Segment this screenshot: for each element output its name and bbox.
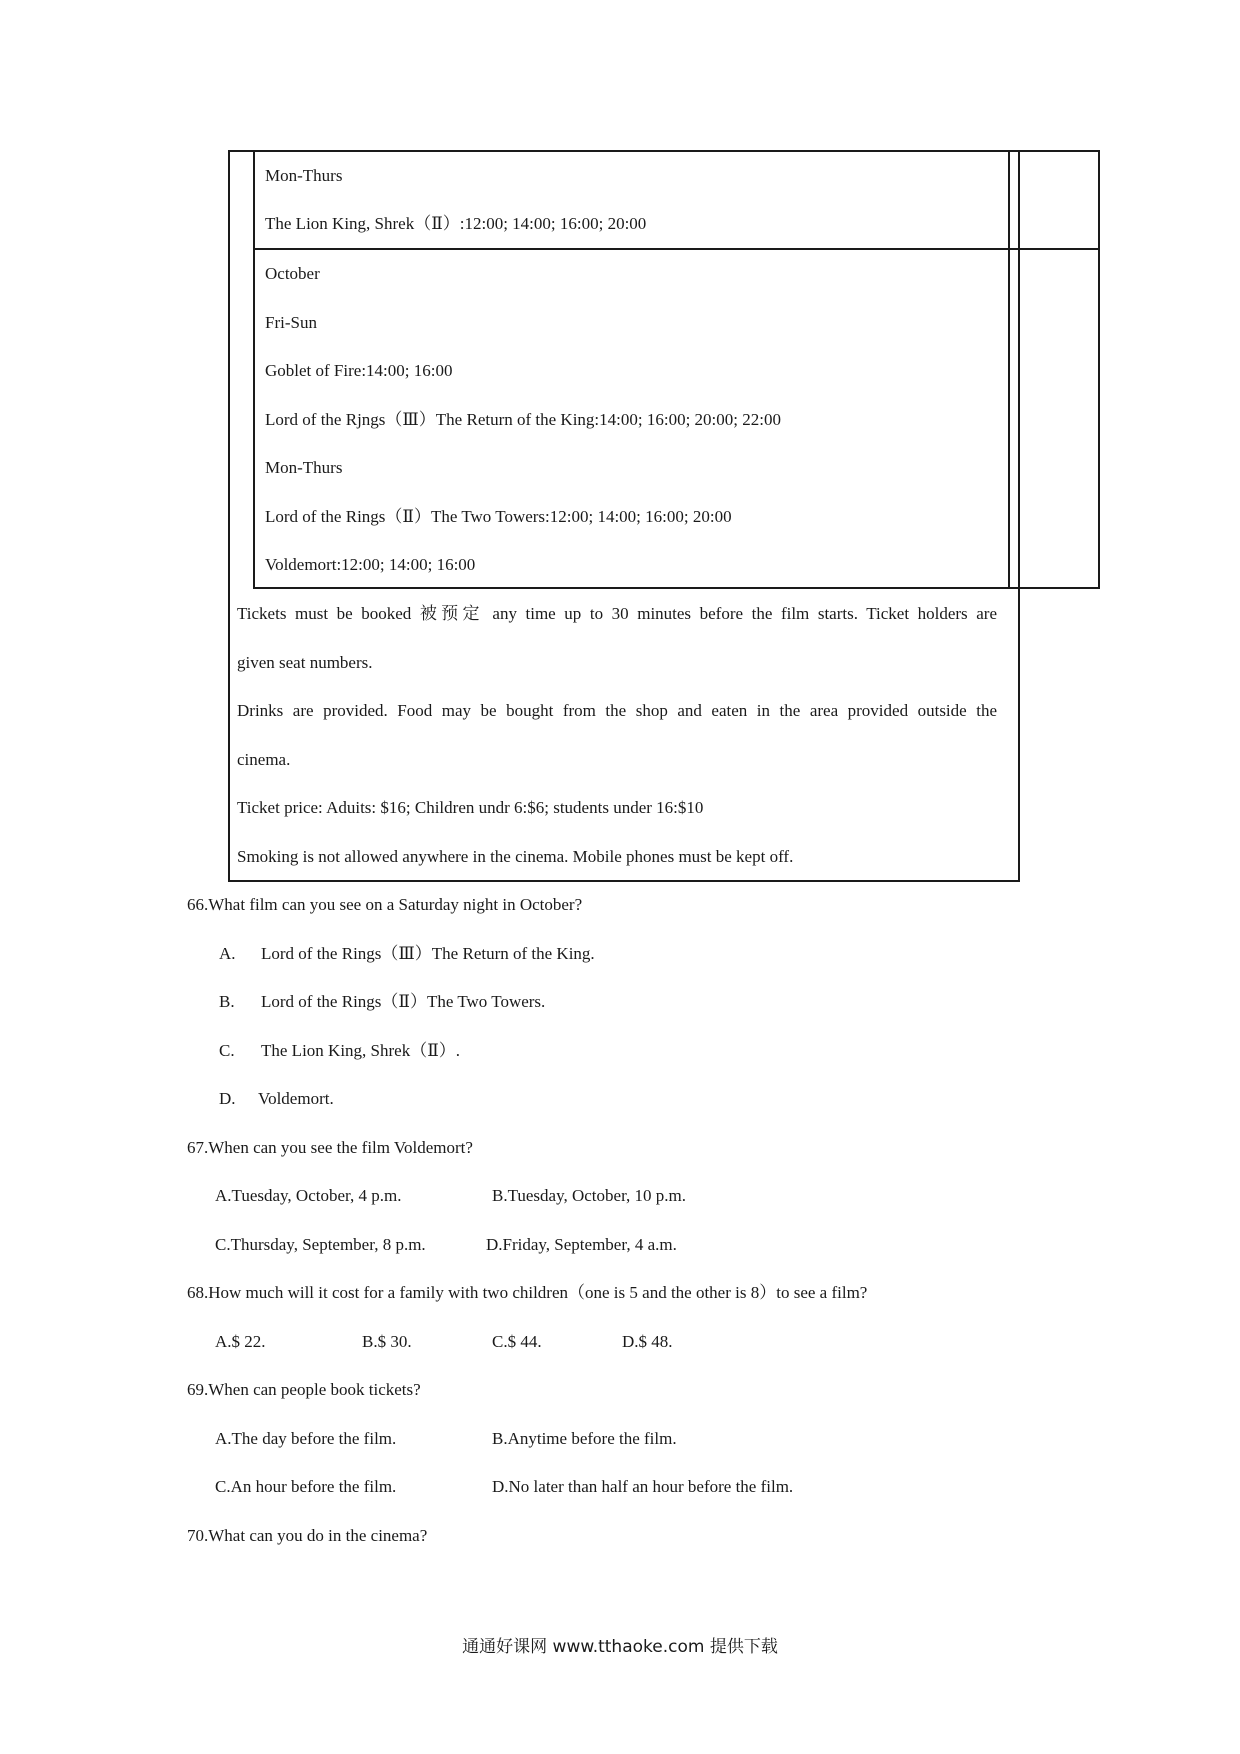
drinks-note-line2: cinema. — [237, 750, 291, 769]
block1-days: Mon-Thurs — [265, 166, 343, 185]
question-70-stem: 70.What can you do in the cinema? — [187, 1526, 428, 1545]
block2-month: October — [265, 264, 320, 283]
block2-days-weekday: Mon-Thurs — [265, 458, 343, 477]
booking-note-line1: Tickets must be booked 被预定 any time up to 30 minutes before the film starts. Ticket holders are — [237, 604, 997, 623]
question-66-option-a-text: Lord of the Rings（Ⅲ）The Return of the King. — [261, 944, 595, 963]
question-67-option-c: C.Thursday, September, 8 p.m. — [215, 1235, 426, 1254]
block2-goblet-showtimes: Goblet of Fire:14:00; 16:00 — [265, 361, 453, 380]
question-68-option-d: D.$ 48. — [622, 1332, 673, 1351]
schedule-row-divider — [253, 248, 1100, 250]
question-66-stem: 66.What film can you see on a Saturday night in October? — [187, 895, 583, 914]
block2-days-weekend: Fri-Sun — [265, 313, 317, 332]
question-66-option-c-text: The Lion King, Shrek（Ⅱ）. — [261, 1041, 461, 1060]
question-66-option-b-text: Lord of the Rings（Ⅱ）The Two Towers. — [261, 992, 546, 1011]
question-67-option-a: A.Tuesday, October, 4 p.m. — [215, 1186, 402, 1205]
drinks-note-line1: Drinks are provided. Food may be bought from the shop and eaten in the area provided outside the — [237, 701, 997, 720]
booking-note-line2: given seat numbers. — [237, 653, 373, 672]
question-68-option-a: A.$ 22. — [215, 1332, 266, 1351]
question-68-option-b: B.$ 30. — [362, 1332, 412, 1351]
question-69-option-d: D.No later than half an hour before the film. — [492, 1477, 794, 1496]
question-67-stem: 67.When can you see the film Voldemort? — [187, 1138, 473, 1157]
block1-showtimes: The Lion King, Shrek（Ⅱ）:12:00; 14:00; 16:00; 20:00 — [265, 214, 647, 233]
question-66-option-a-letter: A. — [219, 944, 236, 963]
ticket-price-note: Ticket price: Aduits: $16; Children undr 6:$6; students under 16:$10 — [237, 798, 704, 817]
question-67-option-b: B.Tuesday, October, 10 p.m. — [492, 1186, 687, 1205]
block2-two-towers-showtimes: Lord of the Rings（Ⅱ）The Two Towers:12:00; 14:00; 16:00; 20:00 — [265, 507, 732, 526]
question-66-option-d-letter: D. — [219, 1089, 236, 1108]
page-footer: 通通好课网 www.tthaoke.com 提供下载 — [462, 1637, 778, 1657]
question-68-option-c: C.$ 44. — [492, 1332, 542, 1351]
question-66-option-b-letter: B. — [219, 992, 235, 1011]
question-66-option-c-letter: C. — [219, 1041, 235, 1060]
question-66-option-d-text: Voldemort. — [258, 1089, 334, 1108]
question-69-option-c: C.An hour before the film. — [215, 1477, 397, 1496]
question-69-option-b: B.Anytime before the film. — [492, 1429, 677, 1448]
schedule-column-divider — [1008, 150, 1010, 589]
question-67-option-d: D.Friday, September, 4 a.m. — [486, 1235, 677, 1254]
smoking-note: Smoking is not allowed anywhere in the cinema. Mobile phones must be kept off. — [237, 847, 794, 866]
block2-voldemort-showtimes: Voldemort:12:00; 14:00; 16:00 — [265, 555, 476, 574]
question-69-stem: 69.When can people book tickets? — [187, 1380, 421, 1399]
question-68-stem: 68.How much will it cost for a family with two children（one is 5 and the other is 8）to see a film? — [187, 1283, 868, 1302]
question-69-option-a: A.The day before the film. — [215, 1429, 397, 1448]
block2-return-king-showtimes: Lord of the Rjngs（Ⅲ）The Return of the King:14:00; 16:00; 20:00; 22:00 — [265, 410, 781, 429]
